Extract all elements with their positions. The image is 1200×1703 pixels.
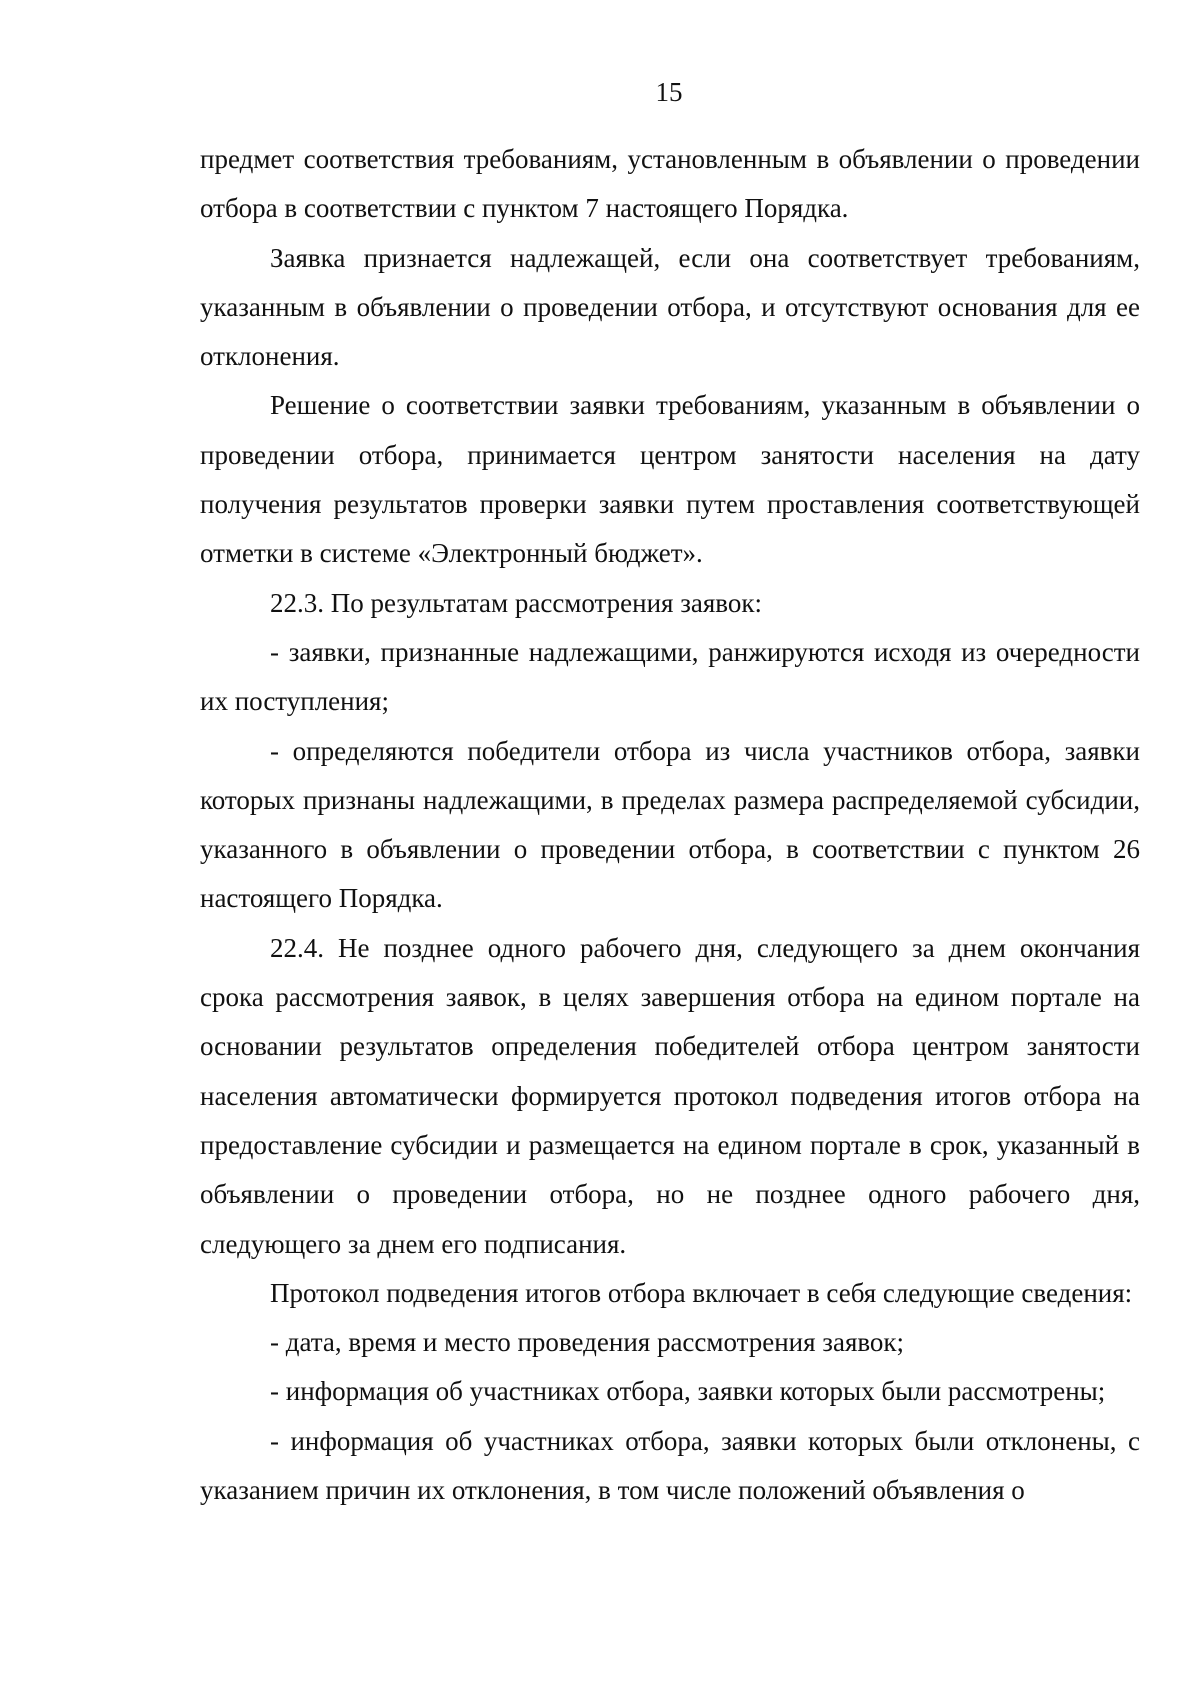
paragraph-9: - дата, время и место проведения рассмотрения заявок; (270, 1327, 905, 1358)
paragraph-3: Решение о соответствии заявки требованиям, указанным в объявлении о проведении отбора, принимается центром занятости населения на дату получения результатов проверки заявки путем проставления соответствующей отметки в системе «Электронный бюджет». (200, 390, 1140, 569)
paragraph-5: - заявки, признанные надлежащими, ранжируются исходя из очередности их поступления; (200, 636, 1140, 717)
paragraph-4: 22.3. По результатам рассмотрения заявок: (270, 587, 762, 618)
paragraph-10: - информация об участниках отбора, заявки которых были рассмотрены; (270, 1376, 1106, 1407)
paragraph-8: Протокол подведения итогов отбора включает в себя следующие сведения: (270, 1277, 1133, 1308)
paragraph-1: предмет соответствия требованиям, установленным в объявлении о проведении отбора в соответствии с пунктом 7 настоящего Порядка. (200, 144, 1140, 224)
paragraph-7: 22.4. Не позднее одного рабочего дня, следующего за днем окончания срока рассмотрения заявок, в целях завершения отбора на едином портале на основании результатов определения победителей отбора центром занятости населения автоматически формируется протокол подведения итогов отбора на предоставление субсидии и размещается на едином портале в срок, указанный в объявлении о проведении отбора, но не позднее одного рабочего дня, следующего за днем его подписания. (200, 932, 1140, 1259)
page-number: 15 (655, 77, 683, 107)
paragraph-2: Заявка признается надлежащей, если она соответствует требованиям, указанным в объявлении о проведении отбора, и отсутствуют основания для ее отклонения. (200, 242, 1140, 372)
paragraph-6: - определяются победители отбора из числа участников отбора, заявки которых признаны надлежащими, в пределах размера распределяемой субсидии, указанного в объявлении о проведении отбора, в соответствии с пунктом 26 настоящего Порядка. (200, 735, 1140, 914)
paragraph-11: - информация об участниках отбора, заявки которых были отклонены, с указанием причин их отклонения, в том числе положений объявления о (200, 1425, 1140, 1506)
document-body (200, 135, 1140, 1515)
